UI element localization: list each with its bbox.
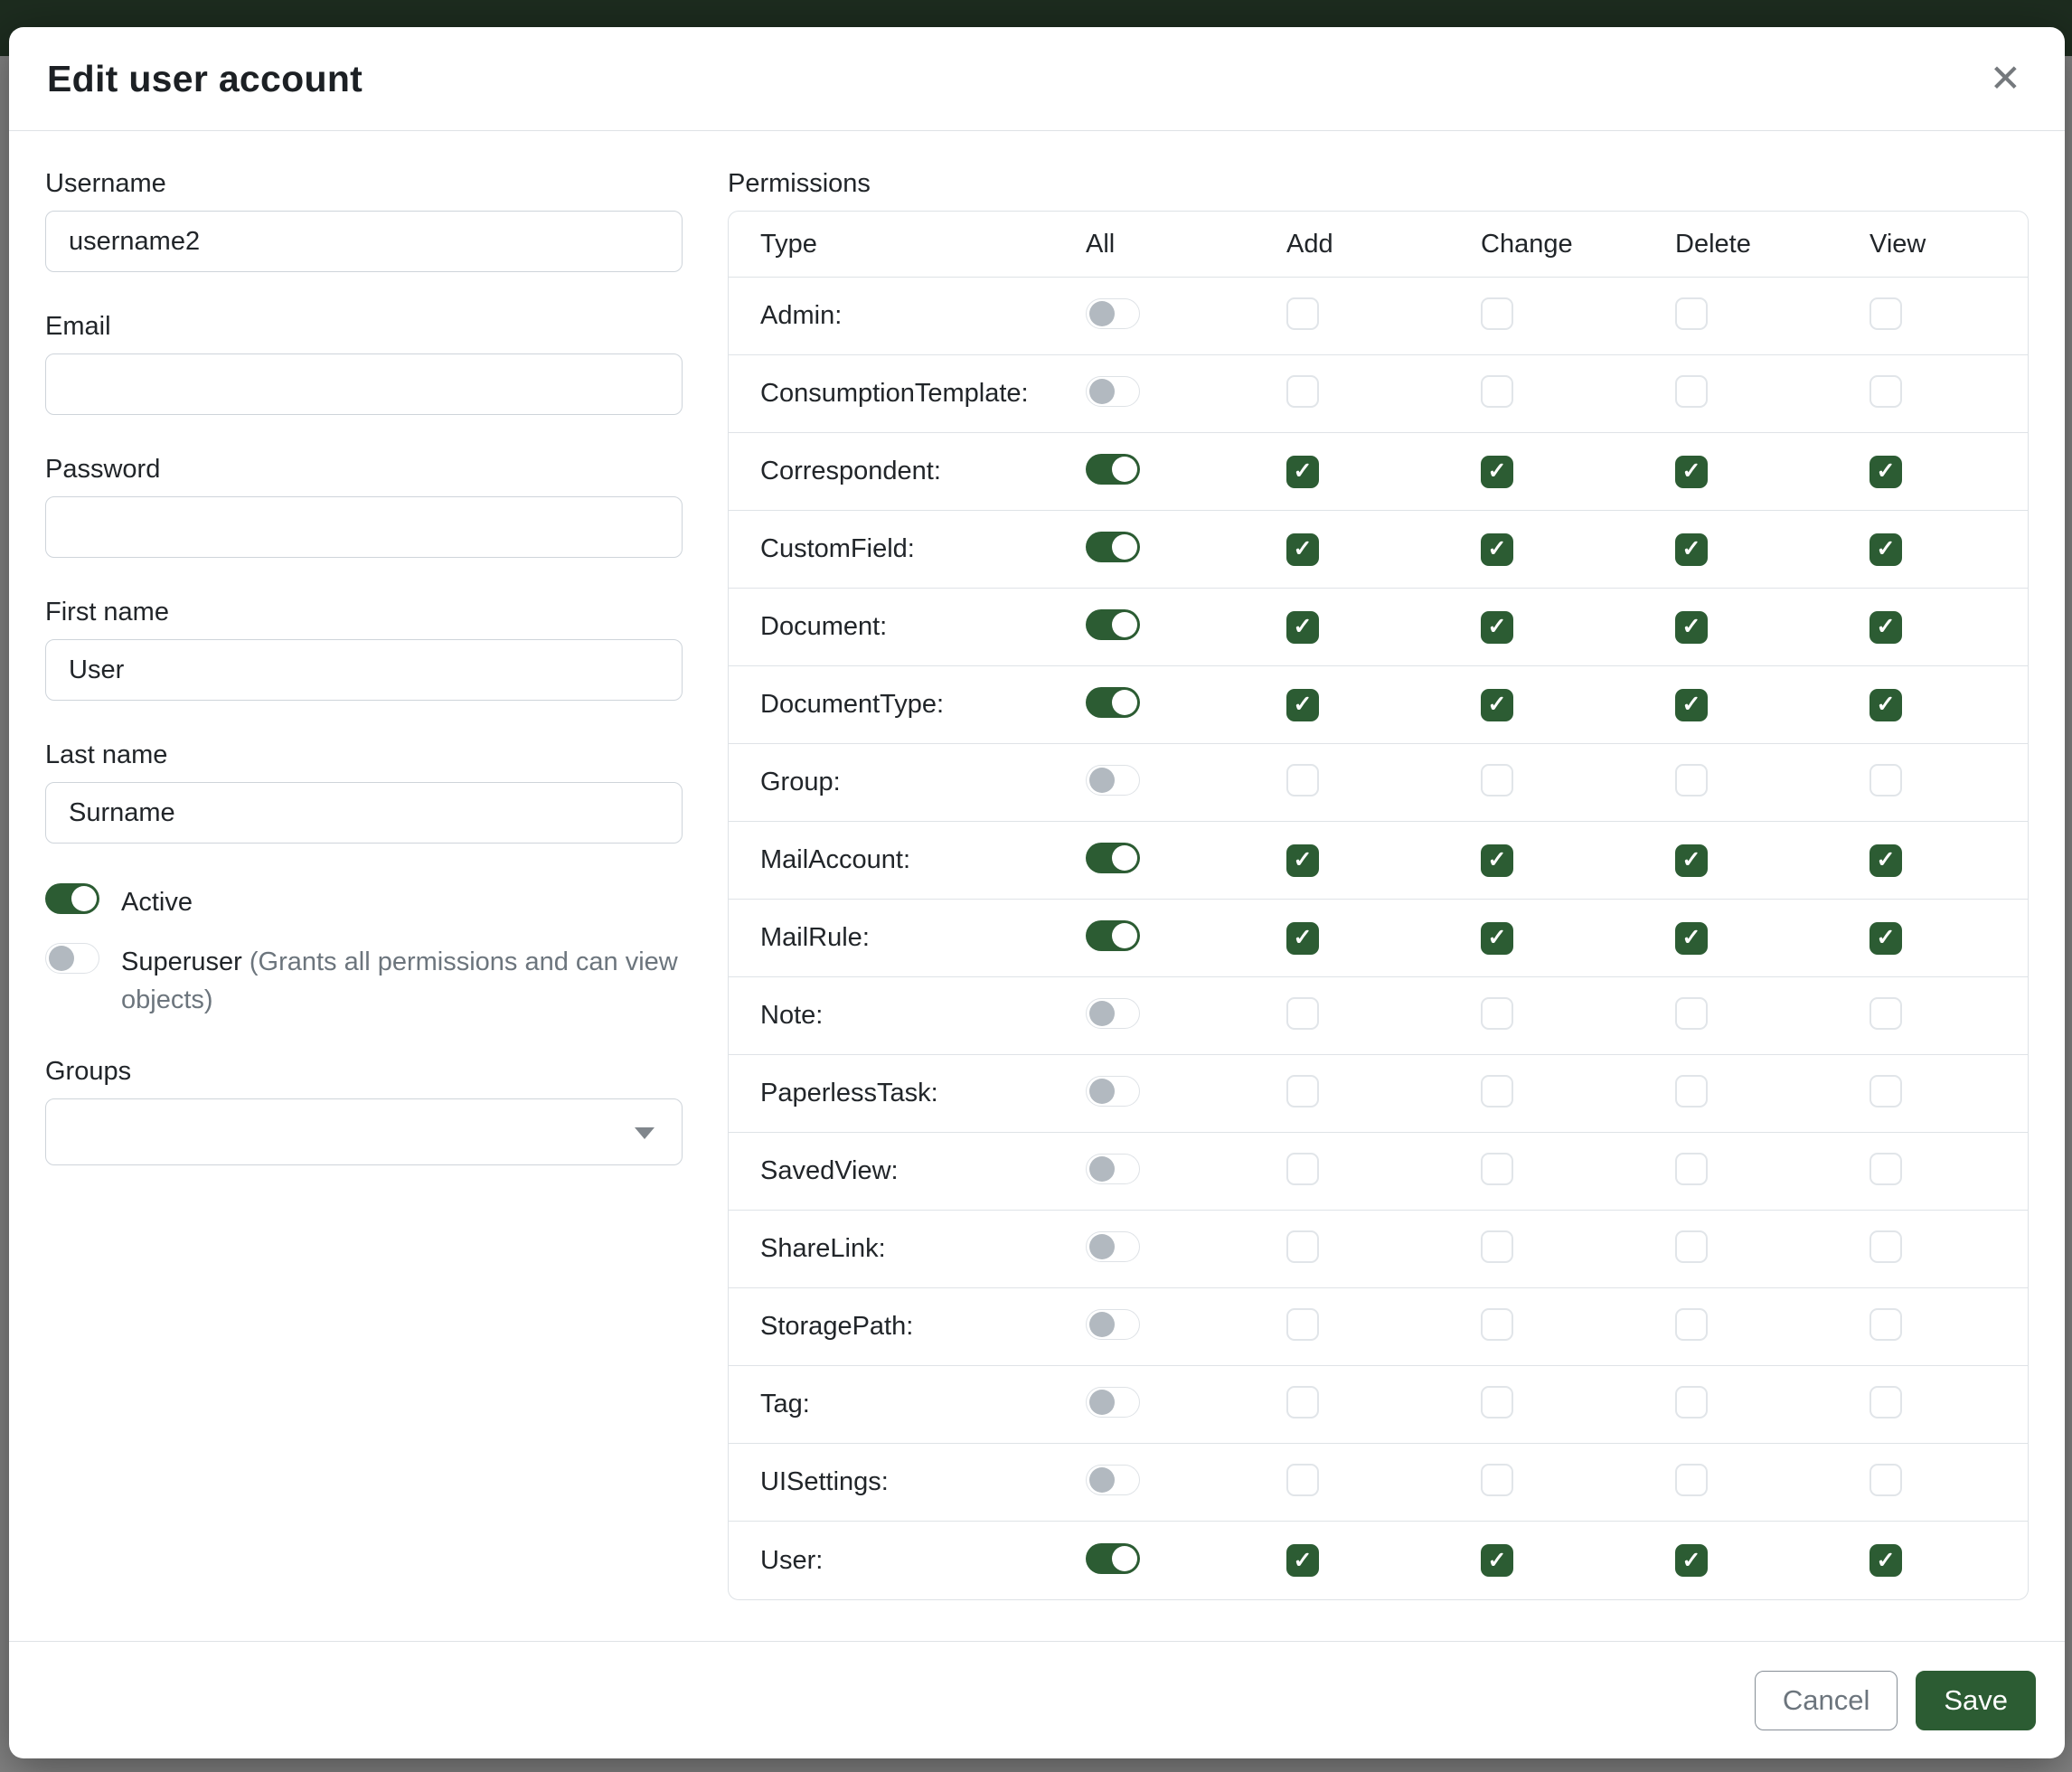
- permission-change-cell: [1481, 1153, 1675, 1190]
- toggle-knob: [1089, 768, 1115, 793]
- permission-row: [729, 666, 2028, 744]
- permission-change-cell: [1481, 1544, 1675, 1577]
- permission-type-label: Correspondent:: [760, 457, 941, 485]
- toggle-knob: [1112, 457, 1137, 482]
- permission-all-cell: [1086, 765, 1286, 800]
- permission-add-checkbox[interactable]: [1286, 1464, 1319, 1496]
- permission-delete-cell: [1675, 689, 1870, 721]
- permission-change-checkbox[interactable]: ✓: [1481, 456, 1513, 488]
- chevron-down-icon: [635, 1127, 655, 1139]
- permission-all-toggle[interactable]: [1086, 687, 1140, 718]
- permission-all-cell: [1086, 1076, 1286, 1111]
- toggle-knob: [1089, 1156, 1115, 1182]
- permission-delete-checkbox[interactable]: ✓: [1675, 922, 1708, 955]
- permission-row: [729, 822, 2028, 900]
- permission-row: [729, 433, 2028, 511]
- permission-all-cell: [1086, 532, 1286, 567]
- permission-view-checkbox[interactable]: ✓: [1870, 533, 1902, 566]
- permission-view-checkbox[interactable]: [1870, 1075, 1902, 1108]
- superuser-label: Superuser: [121, 947, 242, 977]
- permission-change-checkbox[interactable]: ✓: [1481, 844, 1513, 877]
- last-name-label: Last name: [45, 740, 168, 769]
- username-input[interactable]: [45, 211, 683, 272]
- permission-view-cell: [1870, 1153, 2028, 1190]
- permission-view-cell: [1870, 922, 2028, 955]
- permission-view-cell: [1870, 1464, 2028, 1501]
- permission-delete-checkbox[interactable]: [1675, 1230, 1708, 1263]
- permission-add-checkbox[interactable]: [1286, 764, 1319, 796]
- permission-add-checkbox[interactable]: [1286, 375, 1319, 408]
- email-field-group: [45, 312, 683, 415]
- permission-view-checkbox[interactable]: [1870, 1386, 1902, 1419]
- permission-add-cell: [1286, 922, 1481, 955]
- close-icon[interactable]: ✕: [1989, 57, 2021, 99]
- active-label: Active: [121, 888, 193, 917]
- permissions-label: Permissions: [728, 169, 871, 198]
- permission-type-label: PaperlessTask:: [760, 1079, 938, 1108]
- permission-view-cell: [1870, 1230, 2028, 1268]
- permission-change-checkbox[interactable]: ✓: [1481, 1544, 1513, 1577]
- permission-change-checkbox[interactable]: ✓: [1481, 922, 1513, 955]
- permission-row: [729, 511, 2028, 589]
- permission-delete-checkbox[interactable]: ✓: [1675, 689, 1708, 721]
- superuser-toggle[interactable]: [45, 943, 99, 974]
- superuser-hint: (Grants all permissions and can view objects): [121, 947, 678, 1015]
- permission-view-cell: [1870, 844, 2028, 877]
- permission-delete-cell: [1675, 844, 1870, 877]
- permission-change-cell: [1481, 1464, 1675, 1501]
- permission-delete-cell: [1675, 1153, 1870, 1190]
- permission-all-toggle[interactable]: [1086, 1231, 1140, 1262]
- permission-change-cell: [1481, 997, 1675, 1034]
- permission-all-cell: [1086, 1465, 1286, 1500]
- permission-add-checkbox[interactable]: [1286, 1386, 1319, 1419]
- permission-all-toggle[interactable]: [1086, 1076, 1140, 1107]
- groups-label: Groups: [45, 1057, 132, 1087]
- permission-add-cell: [1286, 611, 1481, 644]
- toggle-knob: [1089, 379, 1115, 404]
- permission-change-cell: [1481, 1386, 1675, 1423]
- permission-delete-checkbox[interactable]: ✓: [1675, 611, 1708, 644]
- permission-all-toggle[interactable]: [1086, 298, 1140, 329]
- email-label: Email: [45, 312, 111, 341]
- permission-change-cell: [1481, 297, 1675, 335]
- permission-delete-cell: [1675, 297, 1870, 335]
- groups-select[interactable]: [45, 1098, 683, 1165]
- permission-view-checkbox[interactable]: ✓: [1870, 922, 1902, 955]
- permission-change-checkbox[interactable]: [1481, 1230, 1513, 1263]
- permission-type-label: User:: [760, 1545, 824, 1575]
- permission-change-cell: [1481, 1230, 1675, 1268]
- permission-type-label: Note:: [760, 1001, 824, 1030]
- permission-all-cell: [1086, 920, 1286, 956]
- permission-type-label: Document:: [760, 612, 888, 641]
- permission-delete-cell: [1675, 764, 1870, 801]
- permission-add-cell: [1286, 1386, 1481, 1423]
- permission-delete-checkbox[interactable]: ✓: [1675, 844, 1708, 877]
- permission-delete-checkbox[interactable]: ✓: [1675, 533, 1708, 566]
- permission-delete-checkbox[interactable]: [1675, 1308, 1708, 1341]
- permission-type-label: DocumentType:: [760, 690, 945, 719]
- permission-all-toggle[interactable]: [1086, 1387, 1140, 1418]
- permission-add-cell: [1286, 764, 1481, 801]
- permission-add-cell: [1286, 997, 1481, 1034]
- superuser-row: [45, 943, 683, 1019]
- permission-view-checkbox[interactable]: [1870, 375, 1902, 408]
- permission-add-checkbox[interactable]: ✓: [1286, 844, 1319, 877]
- permissions-section: [728, 169, 2029, 1641]
- user-form: [45, 169, 683, 1641]
- permission-all-toggle[interactable]: [1086, 920, 1140, 951]
- permission-view-cell: [1870, 611, 2028, 644]
- permission-change-cell: [1481, 1308, 1675, 1345]
- modal-title: Edit user account: [47, 57, 363, 99]
- permission-delete-cell: [1675, 611, 1870, 644]
- permission-all-toggle[interactable]: [1086, 765, 1140, 796]
- first-name-field-group: [45, 598, 683, 701]
- permission-add-checkbox[interactable]: ✓: [1286, 456, 1319, 488]
- permission-delete-cell: [1675, 1544, 1870, 1577]
- toggle-knob: [1112, 690, 1137, 715]
- permission-view-cell: [1870, 375, 2028, 412]
- permission-add-cell: [1286, 1075, 1481, 1112]
- permission-row: [729, 589, 2028, 666]
- superuser-label-wrap: [121, 943, 682, 1019]
- permission-all-cell: [1086, 687, 1286, 722]
- permission-type-label: Tag:: [760, 1390, 810, 1419]
- permission-add-cell: [1286, 1153, 1481, 1190]
- permission-all-cell: [1086, 298, 1286, 334]
- permission-change-checkbox[interactable]: ✓: [1481, 689, 1513, 721]
- permission-change-checkbox[interactable]: [1481, 1386, 1513, 1419]
- permission-view-checkbox[interactable]: ✓: [1870, 611, 1902, 644]
- permissions-rows: [729, 278, 2028, 1599]
- permission-row: [729, 278, 2028, 355]
- permission-add-cell: [1286, 1230, 1481, 1268]
- permission-add-checkbox[interactable]: [1286, 1153, 1319, 1185]
- permission-view-checkbox[interactable]: [1870, 1230, 1902, 1263]
- col-header-delete: Delete: [1675, 229, 1751, 259]
- permission-view-cell: [1870, 997, 2028, 1034]
- col-header-add: Add: [1286, 229, 1333, 259]
- permission-change-cell: [1481, 844, 1675, 877]
- toggle-knob: [1112, 1546, 1137, 1571]
- active-label-wrap: [121, 883, 193, 921]
- permission-delete-checkbox[interactable]: ✓: [1675, 456, 1708, 488]
- edit-user-modal: [9, 27, 2065, 1758]
- permission-delete-cell: [1675, 1386, 1870, 1423]
- permission-row: [729, 744, 2028, 822]
- permission-change-cell: [1481, 689, 1675, 721]
- permission-row: [729, 977, 2028, 1055]
- groups-field-group: [45, 1057, 683, 1165]
- permission-all-cell: [1086, 843, 1286, 878]
- col-header-change: Change: [1481, 229, 1573, 259]
- permission-row: [729, 1444, 2028, 1522]
- permission-type-label: Group:: [760, 768, 841, 796]
- password-field[interactable]: [45, 496, 683, 558]
- permission-view-checkbox[interactable]: [1870, 1153, 1902, 1185]
- permission-type-label: SavedView:: [760, 1156, 899, 1185]
- toggle-knob: [1089, 1234, 1115, 1259]
- permission-delete-checkbox[interactable]: [1675, 297, 1708, 330]
- permission-all-toggle[interactable]: [1086, 376, 1140, 407]
- permission-row: [729, 1288, 2028, 1366]
- first-name-field[interactable]: [45, 639, 683, 701]
- permission-view-cell: [1870, 1075, 2028, 1112]
- email-field[interactable]: [45, 353, 683, 415]
- permission-all-toggle[interactable]: [1086, 843, 1140, 873]
- permission-view-checkbox[interactable]: [1870, 997, 1902, 1030]
- permission-delete-cell: [1675, 1308, 1870, 1345]
- permission-type-label: MailRule:: [760, 923, 870, 952]
- permission-type-label: StoragePath:: [760, 1312, 914, 1341]
- permission-delete-cell: [1675, 456, 1870, 488]
- permission-add-checkbox[interactable]: ✓: [1286, 689, 1319, 721]
- permission-add-checkbox[interactable]: ✓: [1286, 922, 1319, 955]
- permission-change-cell: [1481, 375, 1675, 412]
- permission-all-cell: [1086, 998, 1286, 1033]
- permission-view-cell: [1870, 689, 2028, 721]
- col-header-type: Type: [760, 229, 817, 259]
- permission-view-checkbox[interactable]: ✓: [1870, 1544, 1902, 1577]
- modal-header: [9, 27, 2065, 131]
- permission-add-cell: [1286, 1464, 1481, 1501]
- cancel-button[interactable]: Cancel: [1755, 1671, 1898, 1730]
- password-label: Password: [45, 455, 161, 484]
- permission-all-toggle[interactable]: [1086, 1154, 1140, 1184]
- toggle-knob: [1089, 1390, 1115, 1415]
- permission-add-checkbox[interactable]: ✓: [1286, 611, 1319, 644]
- last-name-field[interactable]: [45, 782, 683, 844]
- permission-delete-cell: [1675, 1464, 1870, 1501]
- permissions-table: [728, 211, 2029, 1600]
- password-field-group: [45, 455, 683, 558]
- permission-change-checkbox[interactable]: [1481, 1075, 1513, 1108]
- permission-delete-checkbox[interactable]: [1675, 764, 1708, 796]
- permission-all-toggle[interactable]: [1086, 454, 1140, 485]
- permission-type-label: ShareLink:: [760, 1234, 886, 1263]
- permission-type-label: MailAccount:: [760, 845, 911, 874]
- toggle-knob: [1089, 1079, 1115, 1104]
- permission-add-cell: [1286, 1544, 1481, 1577]
- permission-change-checkbox[interactable]: [1481, 997, 1513, 1030]
- permission-all-toggle[interactable]: [1086, 1465, 1140, 1495]
- permission-view-checkbox[interactable]: ✓: [1870, 689, 1902, 721]
- permission-row: [729, 355, 2028, 433]
- permission-type-label: CustomField:: [760, 534, 915, 563]
- permission-delete-checkbox[interactable]: [1675, 375, 1708, 408]
- permission-view-cell: [1870, 764, 2028, 801]
- modal-footer: [9, 1641, 2065, 1758]
- permission-all-toggle[interactable]: [1086, 609, 1140, 640]
- toggle-knob: [1089, 1312, 1115, 1337]
- permission-delete-cell: [1675, 997, 1870, 1034]
- permission-delete-checkbox[interactable]: ✓: [1675, 1544, 1708, 1577]
- col-header-view: View: [1870, 229, 1926, 259]
- permission-delete-cell: [1675, 1075, 1870, 1112]
- permissions-header-row: [729, 212, 2028, 278]
- toggle-knob: [1089, 1001, 1115, 1026]
- permission-row: [729, 1366, 2028, 1444]
- permission-add-cell: [1286, 297, 1481, 335]
- permission-row: [729, 1211, 2028, 1288]
- permission-view-checkbox[interactable]: [1870, 1308, 1902, 1341]
- permission-add-cell: [1286, 844, 1481, 877]
- permission-view-checkbox[interactable]: [1870, 764, 1902, 796]
- permission-view-cell: [1870, 1308, 2028, 1345]
- permission-delete-checkbox[interactable]: [1675, 1386, 1708, 1419]
- permission-view-cell: [1870, 297, 2028, 335]
- permission-add-cell: [1286, 375, 1481, 412]
- permission-change-cell: [1481, 456, 1675, 488]
- permission-change-cell: [1481, 1075, 1675, 1112]
- permission-delete-cell: [1675, 533, 1870, 566]
- permission-change-checkbox[interactable]: [1481, 297, 1513, 330]
- col-header-all: All: [1086, 229, 1116, 259]
- permission-change-checkbox[interactable]: [1481, 1153, 1513, 1185]
- permission-all-toggle[interactable]: [1086, 1543, 1140, 1574]
- permission-change-checkbox[interactable]: [1481, 375, 1513, 408]
- permission-add-checkbox[interactable]: [1286, 1230, 1319, 1263]
- toggle-knob: [1089, 1467, 1115, 1493]
- permission-change-checkbox[interactable]: [1481, 1464, 1513, 1496]
- permission-change-cell: [1481, 533, 1675, 566]
- toggle-knob: [1089, 301, 1115, 326]
- permission-change-checkbox[interactable]: [1481, 764, 1513, 796]
- permission-add-cell: [1286, 1308, 1481, 1345]
- permission-delete-cell: [1675, 375, 1870, 412]
- permission-all-cell: [1086, 609, 1286, 645]
- permission-add-checkbox[interactable]: ✓: [1286, 533, 1319, 566]
- permission-add-checkbox[interactable]: ✓: [1286, 1544, 1319, 1577]
- permission-all-cell: [1086, 1231, 1286, 1267]
- permission-add-checkbox[interactable]: [1286, 297, 1319, 330]
- active-toggle[interactable]: [45, 883, 99, 914]
- permission-add-checkbox[interactable]: [1286, 997, 1319, 1030]
- permission-all-cell: [1086, 1154, 1286, 1189]
- permission-all-cell: [1086, 1543, 1286, 1579]
- permission-add-cell: [1286, 689, 1481, 721]
- toggle-knob: [1112, 845, 1137, 871]
- permission-view-cell: [1870, 1386, 2028, 1423]
- toggle-knob: [49, 946, 74, 971]
- permission-view-checkbox[interactable]: ✓: [1870, 456, 1902, 488]
- permission-view-cell: [1870, 533, 2028, 566]
- permission-delete-checkbox[interactable]: [1675, 1075, 1708, 1108]
- permission-row: [729, 1133, 2028, 1211]
- first-name-label: First name: [45, 598, 169, 627]
- toggle-knob: [1112, 534, 1137, 560]
- permission-change-checkbox[interactable]: [1481, 1308, 1513, 1341]
- username-label: Username: [45, 169, 166, 198]
- permission-add-cell: [1286, 533, 1481, 566]
- permission-row: [729, 900, 2028, 977]
- permission-change-checkbox[interactable]: ✓: [1481, 533, 1513, 566]
- permission-view-checkbox[interactable]: [1870, 297, 1902, 330]
- permission-type-label: UISettings:: [760, 1467, 889, 1496]
- permission-row: [729, 1055, 2028, 1133]
- permission-add-checkbox[interactable]: [1286, 1308, 1319, 1341]
- permission-add-checkbox[interactable]: [1286, 1075, 1319, 1108]
- active-row: [45, 883, 683, 921]
- toggle-knob: [71, 886, 97, 911]
- permission-view-cell: [1870, 456, 2028, 488]
- permission-all-toggle[interactable]: [1086, 1309, 1140, 1340]
- permission-all-cell: [1086, 376, 1286, 411]
- permission-row: [729, 1522, 2028, 1599]
- permission-delete-checkbox[interactable]: [1675, 1153, 1708, 1185]
- permission-all-cell: [1086, 1309, 1286, 1344]
- permission-view-checkbox[interactable]: [1870, 1464, 1902, 1496]
- save-button[interactable]: Save: [1916, 1671, 2036, 1730]
- permission-all-cell: [1086, 454, 1286, 489]
- permission-delete-checkbox[interactable]: [1675, 997, 1708, 1030]
- permission-all-toggle[interactable]: [1086, 998, 1140, 1029]
- permission-view-checkbox[interactable]: ✓: [1870, 844, 1902, 877]
- last-name-field-group: [45, 740, 683, 844]
- permission-change-cell: [1481, 611, 1675, 644]
- permission-all-cell: [1086, 1387, 1286, 1422]
- permission-view-cell: [1870, 1544, 2028, 1577]
- toggle-knob: [1112, 923, 1137, 948]
- permission-delete-cell: [1675, 922, 1870, 955]
- toggle-knob: [1112, 612, 1137, 637]
- permission-delete-cell: [1675, 1230, 1870, 1268]
- permission-all-toggle[interactable]: [1086, 532, 1140, 562]
- permission-type-label: ConsumptionTemplate:: [760, 379, 1029, 408]
- permission-change-cell: [1481, 922, 1675, 955]
- permission-add-cell: [1286, 456, 1481, 488]
- modal-body: [9, 131, 2065, 1641]
- permission-delete-checkbox[interactable]: [1675, 1464, 1708, 1496]
- permission-change-cell: [1481, 764, 1675, 801]
- permission-type-label: Admin:: [760, 301, 843, 330]
- username-field-group: [45, 169, 683, 272]
- permission-change-checkbox[interactable]: ✓: [1481, 611, 1513, 644]
